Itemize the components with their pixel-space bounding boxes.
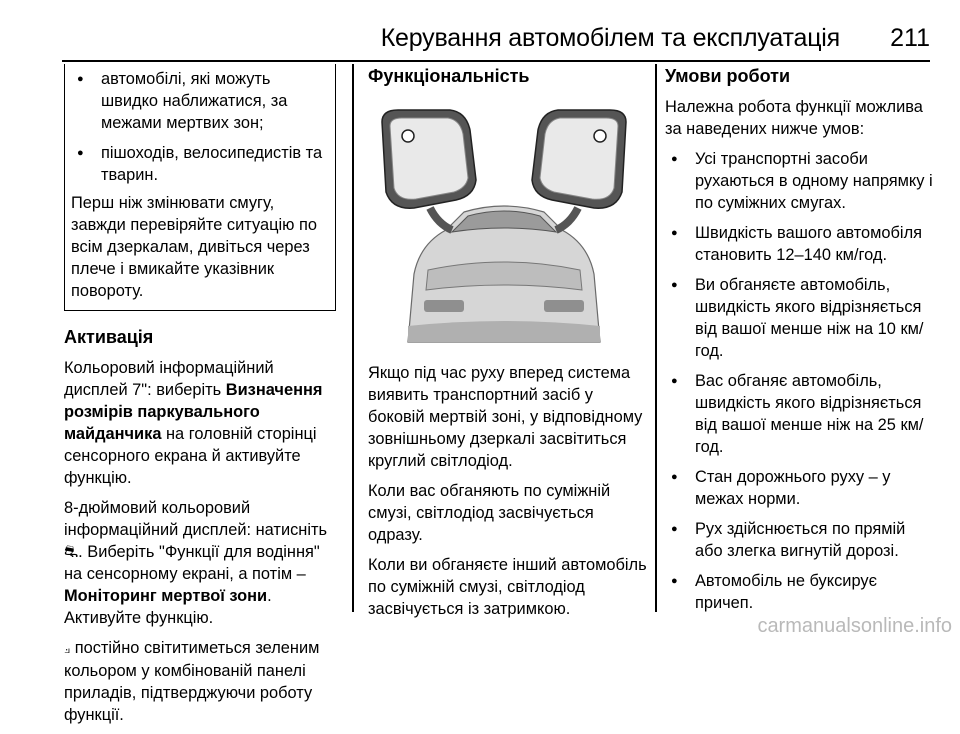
column-3 [665,64,937,622]
page-header [62,22,930,56]
paragraph-functionality-3: Коли ви обганяєте інший автомобіль по суміжній смузі, світлодіод засвічується із затримкою. [368,556,647,618]
text-span: Кольоровий інформаційний дисплей 7": виберіть [64,359,274,399]
column-divider-1 [352,64,354,612]
right-mirror-illustration [532,110,626,230]
bold-term: Визначення розмірів паркувального майданчика [64,381,323,443]
paragraph-functionality-2: Коли вас обганяють по суміжній смузі, світлодіод засвічується одразу. [368,482,611,544]
list-item: ● Ви обганяєте автомобіль, швидкість якого відрізняється від вашої менше ніж на 10 км/год. [665,274,937,362]
list-item: ● Вас обганяє автомобіль, швидкість якого відрізняється від вашої менше ніж на 25 км/год. [665,370,937,458]
text-span: 8-дюймовий кольоровий інформаційний дисплей: натисніть [64,499,328,539]
car-rear-illustration [408,206,600,342]
warning-text: Перш ніж змінювати смугу, завжди перевіряйте ситуацію по всім дзеркалам, дивіться через плече і вмикайте указівник повороту. [71,194,317,300]
mirror-illustration [368,104,640,344]
text-span: на головній сторінці сенсорного екрана й активуйте функцію. [64,425,317,487]
conditions-intro: Належна робота функції можлива за наведених нижче умов: [665,98,923,138]
car-settings-icon: ⛐ [64,543,79,561]
text-span: постійно світитиметься зеленим кольором у комбінованій панелі приладів, підтверджуючи роботу функції. [64,639,320,724]
warning-bullets [71,68,329,186]
warning-box [64,64,336,311]
paragraph-functionality-1: Якщо під час руху вперед система виявить транспортний засіб у боковій мертвій зоні, у відповідному зовнішньому дзеркалі засвітиться круглий світлодіод. [368,364,643,470]
header-title: Керування автомобілем та експлуатація [380,24,840,52]
text-span: . Виберіть "Функції для водіння" на сенсорному екрані, а потім – [64,543,320,583]
paragraph-display-7 [64,357,336,489]
conditions-list [665,148,937,614]
list-item: ● Швидкість вашого автомобіля становить 12–140 км/год. [665,222,937,266]
section-heading-activation: Активація [64,327,154,347]
led-indicator-icon [594,130,606,142]
list-item: ● Стан дорожнього руху – у межах норми. [665,466,937,510]
column-2 [368,64,648,628]
blind-spot-indicator-icon: ⟓ [64,641,71,656]
text-span: . Активуйте функцію. [64,587,272,627]
list-item: ● автомобілі, які можуть швидко наближатися, за межами мертвих зон; [71,68,329,134]
header-rule [62,60,930,62]
list-item: ● пішоходів, велосипедистів та тварин. [71,142,329,186]
list-item: ● Усі транспортні засоби рухаються в одному напрямку і по суміжних смугах. [665,148,937,214]
column-divider-2 [655,64,657,612]
page-number: 211 [890,24,930,52]
led-indicator-icon [402,130,414,142]
list-item: ● Рух здійснюється по прямій або злегка вигнутій дорозі. [665,518,937,562]
paragraph-display-8 [64,497,336,629]
list-item: ● Автомобіль не буксирує причеп. [665,570,937,614]
section-heading-conditions: Умови роботи [665,66,791,86]
paragraph-indicator [64,637,336,726]
column-1 [64,64,336,734]
section-heading-functionality: Функціональність [368,66,530,86]
watermark: carmanualsonline.info [757,615,952,637]
bold-term: Моніторинг мертвої зони [64,587,268,605]
left-mirror-illustration [382,110,476,230]
